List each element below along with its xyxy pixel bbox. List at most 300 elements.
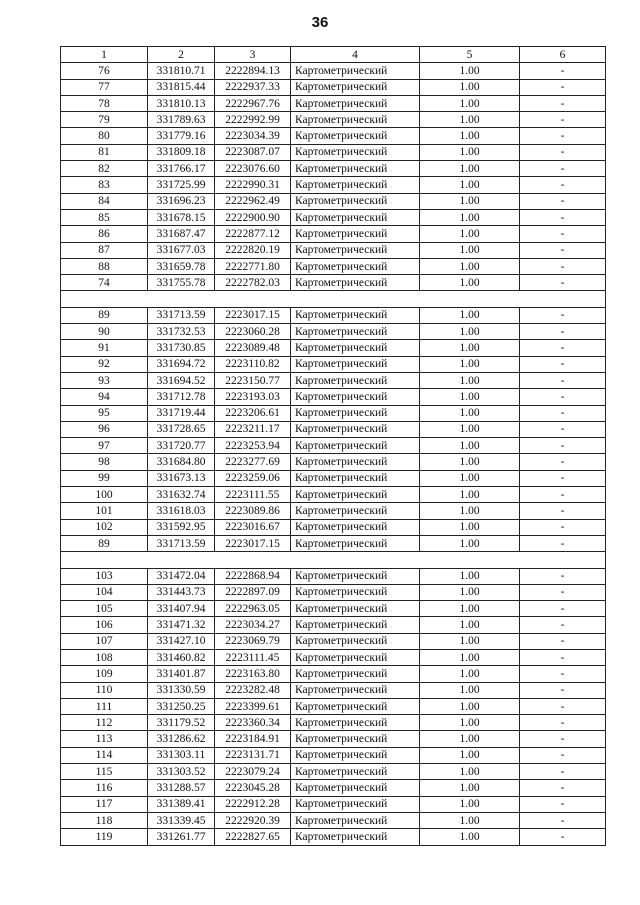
accuracy-cell: 1.00 xyxy=(420,796,520,812)
table-row xyxy=(61,340,606,356)
table-row xyxy=(61,405,606,421)
point-number-cell: 109 xyxy=(61,666,148,682)
accuracy-cell: 1.00 xyxy=(420,568,520,584)
x-coordinate-cell: 331250.25 xyxy=(148,698,215,714)
description-cell: - xyxy=(520,780,606,796)
x-coordinate-cell: 331389.41 xyxy=(148,796,215,812)
table-row xyxy=(61,584,606,600)
description-cell: - xyxy=(520,568,606,584)
method-cell: Картометрический xyxy=(291,421,420,437)
description-cell: - xyxy=(520,682,606,698)
method-cell: Картометрический xyxy=(291,535,420,551)
accuracy-cell: 1.00 xyxy=(420,161,520,177)
method-cell: Картометрический xyxy=(291,617,420,633)
x-coordinate-cell: 331303.11 xyxy=(148,747,215,763)
x-coordinate-cell: 331694.52 xyxy=(148,372,215,388)
accuracy-cell: 1.00 xyxy=(420,258,520,274)
x-coordinate-cell: 331696.23 xyxy=(148,193,215,209)
y-coordinate-cell: 2223111.55 xyxy=(215,487,291,503)
x-coordinate-cell: 331401.87 xyxy=(148,666,215,682)
accuracy-cell: 1.00 xyxy=(420,812,520,828)
x-coordinate-cell: 331179.52 xyxy=(148,715,215,731)
description-cell: - xyxy=(520,112,606,128)
x-coordinate-cell: 331766.17 xyxy=(148,161,215,177)
y-coordinate-cell: 2222771.80 xyxy=(215,258,291,274)
accuracy-cell: 1.00 xyxy=(420,715,520,731)
x-coordinate-cell: 331815.44 xyxy=(148,79,215,95)
method-cell: Картометрический xyxy=(291,144,420,160)
description-cell: - xyxy=(520,340,606,356)
point-number-cell: 96 xyxy=(61,421,148,437)
method-cell: Картометрический xyxy=(291,698,420,714)
accuracy-cell: 1.00 xyxy=(420,764,520,780)
method-cell: Картометрический xyxy=(291,258,420,274)
method-cell: Картометрический xyxy=(291,764,420,780)
y-coordinate-cell: 2223253.94 xyxy=(215,438,291,454)
description-cell: - xyxy=(520,226,606,242)
accuracy-cell: 1.00 xyxy=(420,535,520,551)
y-coordinate-cell: 2222820.19 xyxy=(215,242,291,258)
point-number-cell: 107 xyxy=(61,633,148,649)
description-cell: - xyxy=(520,519,606,535)
point-number-cell: 104 xyxy=(61,584,148,600)
description-cell: - xyxy=(520,405,606,421)
accuracy-cell: 1.00 xyxy=(420,128,520,144)
x-coordinate-cell: 331779.16 xyxy=(148,128,215,144)
table-row xyxy=(61,79,606,95)
description-cell: - xyxy=(520,161,606,177)
table-row xyxy=(61,470,606,486)
method-cell: Картометрический xyxy=(291,829,420,845)
x-coordinate-cell: 331810.71 xyxy=(148,63,215,79)
description-cell: - xyxy=(520,128,606,144)
description-cell: - xyxy=(520,633,606,649)
method-cell: Картометрический xyxy=(291,666,420,682)
accuracy-cell: 1.00 xyxy=(420,63,520,79)
point-number-cell: 81 xyxy=(61,144,148,160)
y-coordinate-cell: 2222963.05 xyxy=(215,601,291,617)
y-coordinate-cell: 2223069.79 xyxy=(215,633,291,649)
description-cell: - xyxy=(520,79,606,95)
header-cell-6: 6 xyxy=(520,47,606,63)
table-row xyxy=(61,617,606,633)
point-number-cell: 114 xyxy=(61,747,148,763)
accuracy-cell: 1.00 xyxy=(420,503,520,519)
method-cell: Картометрический xyxy=(291,226,420,242)
method-cell: Картометрический xyxy=(291,568,420,584)
method-cell: Картометрический xyxy=(291,242,420,258)
accuracy-cell: 1.00 xyxy=(420,470,520,486)
point-number-cell: 94 xyxy=(61,389,148,405)
accuracy-cell: 1.00 xyxy=(420,193,520,209)
x-coordinate-cell: 331694.72 xyxy=(148,356,215,372)
accuracy-cell: 1.00 xyxy=(420,601,520,617)
x-coordinate-cell: 331460.82 xyxy=(148,649,215,665)
table-row xyxy=(61,568,606,584)
method-cell: Картометрический xyxy=(291,649,420,665)
point-number-cell: 97 xyxy=(61,438,148,454)
y-coordinate-cell: 2222967.76 xyxy=(215,95,291,111)
point-number-cell: 113 xyxy=(61,731,148,747)
point-number-cell: 80 xyxy=(61,128,148,144)
description-cell: - xyxy=(520,389,606,405)
y-coordinate-cell: 2223211.17 xyxy=(215,421,291,437)
accuracy-cell: 1.00 xyxy=(420,307,520,323)
point-number-cell: 85 xyxy=(61,209,148,225)
point-number-cell: 117 xyxy=(61,796,148,812)
y-coordinate-cell: 2222827.65 xyxy=(215,829,291,845)
description-cell: - xyxy=(520,503,606,519)
x-coordinate-cell: 331728.65 xyxy=(148,421,215,437)
point-number-cell: 112 xyxy=(61,715,148,731)
table-row xyxy=(61,193,606,209)
description-cell: - xyxy=(520,275,606,291)
table-row xyxy=(61,275,606,291)
table-row xyxy=(61,519,606,535)
y-coordinate-cell: 2223089.48 xyxy=(215,340,291,356)
table-row xyxy=(61,487,606,503)
method-cell: Картометрический xyxy=(291,356,420,372)
point-number-cell: 111 xyxy=(61,698,148,714)
accuracy-cell: 1.00 xyxy=(420,226,520,242)
header-cell-5: 5 xyxy=(420,47,520,63)
point-number-cell: 116 xyxy=(61,780,148,796)
accuracy-cell: 1.00 xyxy=(420,79,520,95)
x-coordinate-cell: 331730.85 xyxy=(148,340,215,356)
point-number-cell: 108 xyxy=(61,649,148,665)
point-number-cell: 74 xyxy=(61,275,148,291)
accuracy-cell: 1.00 xyxy=(420,454,520,470)
y-coordinate-cell: 2223110.82 xyxy=(215,356,291,372)
table-row xyxy=(61,112,606,128)
point-number-cell: 84 xyxy=(61,193,148,209)
table-row xyxy=(61,307,606,323)
x-coordinate-cell: 331427.10 xyxy=(148,633,215,649)
accuracy-cell: 1.00 xyxy=(420,356,520,372)
description-cell: - xyxy=(520,438,606,454)
method-cell: Картометрический xyxy=(291,389,420,405)
accuracy-cell: 1.00 xyxy=(420,829,520,845)
description-cell: - xyxy=(520,258,606,274)
method-cell: Картометрический xyxy=(291,487,420,503)
y-coordinate-cell: 2222877.12 xyxy=(215,226,291,242)
accuracy-cell: 1.00 xyxy=(420,698,520,714)
y-coordinate-cell: 2223150.77 xyxy=(215,372,291,388)
x-coordinate-cell: 331286.62 xyxy=(148,731,215,747)
table-row xyxy=(61,242,606,258)
method-cell: Картометрический xyxy=(291,177,420,193)
table-row xyxy=(61,601,606,617)
table-row xyxy=(61,633,606,649)
y-coordinate-cell: 2223017.15 xyxy=(215,307,291,323)
table-row xyxy=(61,177,606,193)
x-coordinate-cell: 331809.18 xyxy=(148,144,215,160)
separator-cell xyxy=(61,291,606,307)
description-cell: - xyxy=(520,470,606,486)
x-coordinate-cell: 331810.13 xyxy=(148,95,215,111)
x-coordinate-cell: 331303.52 xyxy=(148,764,215,780)
method-cell: Картометрический xyxy=(291,161,420,177)
table-row xyxy=(61,747,606,763)
x-coordinate-cell: 331789.63 xyxy=(148,112,215,128)
y-coordinate-cell: 2222912.28 xyxy=(215,796,291,812)
description-cell: - xyxy=(520,144,606,160)
table-row xyxy=(61,324,606,340)
description-cell: - xyxy=(520,372,606,388)
y-coordinate-cell: 2222990.31 xyxy=(215,177,291,193)
x-coordinate-cell: 331261.77 xyxy=(148,829,215,845)
description-cell: - xyxy=(520,242,606,258)
method-cell: Картометрический xyxy=(291,275,420,291)
table-row xyxy=(61,95,606,111)
table-row xyxy=(61,438,606,454)
description-cell: - xyxy=(520,649,606,665)
x-coordinate-cell: 331288.57 xyxy=(148,780,215,796)
method-cell: Картометрический xyxy=(291,682,420,698)
point-number-cell: 100 xyxy=(61,487,148,503)
y-coordinate-cell: 2223087.07 xyxy=(215,144,291,160)
x-coordinate-cell: 331725.99 xyxy=(148,177,215,193)
y-coordinate-cell: 2223017.15 xyxy=(215,535,291,551)
table-row xyxy=(61,812,606,828)
point-number-cell: 95 xyxy=(61,405,148,421)
table-row xyxy=(61,389,606,405)
description-cell: - xyxy=(520,535,606,551)
y-coordinate-cell: 2223131.71 xyxy=(215,747,291,763)
y-coordinate-cell: 2222894.13 xyxy=(215,63,291,79)
y-coordinate-cell: 2223045.28 xyxy=(215,780,291,796)
method-cell: Картометрический xyxy=(291,372,420,388)
description-cell: - xyxy=(520,715,606,731)
point-number-cell: 79 xyxy=(61,112,148,128)
table-row xyxy=(61,356,606,372)
description-cell: - xyxy=(520,63,606,79)
x-coordinate-cell: 331755.78 xyxy=(148,275,215,291)
description-cell: - xyxy=(520,307,606,323)
point-number-cell: 99 xyxy=(61,470,148,486)
method-cell: Картометрический xyxy=(291,79,420,95)
x-coordinate-cell: 331339.45 xyxy=(148,812,215,828)
description-cell: - xyxy=(520,731,606,747)
y-coordinate-cell: 2223206.61 xyxy=(215,405,291,421)
separator-row xyxy=(61,291,606,307)
x-coordinate-cell: 331720.77 xyxy=(148,438,215,454)
method-cell: Картометрический xyxy=(291,470,420,486)
description-cell: - xyxy=(520,177,606,193)
method-cell: Картометрический xyxy=(291,324,420,340)
x-coordinate-cell: 331673.13 xyxy=(148,470,215,486)
accuracy-cell: 1.00 xyxy=(420,209,520,225)
method-cell: Картометрический xyxy=(291,584,420,600)
point-number-cell: 115 xyxy=(61,764,148,780)
point-number-cell: 91 xyxy=(61,340,148,356)
point-number-cell: 101 xyxy=(61,503,148,519)
y-coordinate-cell: 2222897.09 xyxy=(215,584,291,600)
y-coordinate-cell: 2223360.34 xyxy=(215,715,291,731)
y-coordinate-cell: 2223193.03 xyxy=(215,389,291,405)
method-cell: Картометрический xyxy=(291,128,420,144)
table-row xyxy=(61,666,606,682)
point-number-cell: 82 xyxy=(61,161,148,177)
point-number-cell: 76 xyxy=(61,63,148,79)
y-coordinate-cell: 2223111.45 xyxy=(215,649,291,665)
point-number-cell: 119 xyxy=(61,829,148,845)
method-cell: Картометрический xyxy=(291,503,420,519)
accuracy-cell: 1.00 xyxy=(420,340,520,356)
x-coordinate-cell: 331407.94 xyxy=(148,601,215,617)
method-cell: Картометрический xyxy=(291,731,420,747)
point-number-cell: 88 xyxy=(61,258,148,274)
header-cell-4: 4 xyxy=(291,47,420,63)
method-cell: Картометрический xyxy=(291,307,420,323)
description-cell: - xyxy=(520,812,606,828)
coordinates-table xyxy=(60,46,606,846)
accuracy-cell: 1.00 xyxy=(420,275,520,291)
header-cell-2: 2 xyxy=(148,47,215,63)
y-coordinate-cell: 2223076.60 xyxy=(215,161,291,177)
x-coordinate-cell: 331719.44 xyxy=(148,405,215,421)
table-row xyxy=(61,421,606,437)
accuracy-cell: 1.00 xyxy=(420,519,520,535)
table-row xyxy=(61,535,606,551)
x-coordinate-cell: 331330.59 xyxy=(148,682,215,698)
description-cell: - xyxy=(520,829,606,845)
accuracy-cell: 1.00 xyxy=(420,242,520,258)
point-number-cell: 93 xyxy=(61,372,148,388)
table-row xyxy=(61,731,606,747)
description-cell: - xyxy=(520,747,606,763)
point-number-cell: 98 xyxy=(61,454,148,470)
accuracy-cell: 1.00 xyxy=(420,421,520,437)
table-row xyxy=(61,372,606,388)
description-cell: - xyxy=(520,601,606,617)
description-cell: - xyxy=(520,95,606,111)
method-cell: Картометрический xyxy=(291,633,420,649)
accuracy-cell: 1.00 xyxy=(420,617,520,633)
description-cell: - xyxy=(520,584,606,600)
description-cell: - xyxy=(520,487,606,503)
table-row xyxy=(61,63,606,79)
point-number-cell: 105 xyxy=(61,601,148,617)
accuracy-cell: 1.00 xyxy=(420,487,520,503)
accuracy-cell: 1.00 xyxy=(420,682,520,698)
method-cell: Картометрический xyxy=(291,780,420,796)
point-number-cell: 87 xyxy=(61,242,148,258)
description-cell: - xyxy=(520,209,606,225)
x-coordinate-cell: 331687.47 xyxy=(148,226,215,242)
y-coordinate-cell: 2222937.33 xyxy=(215,79,291,95)
x-coordinate-cell: 331472.04 xyxy=(148,568,215,584)
accuracy-cell: 1.00 xyxy=(420,144,520,160)
x-coordinate-cell: 331632.74 xyxy=(148,487,215,503)
method-cell: Картометрический xyxy=(291,796,420,812)
accuracy-cell: 1.00 xyxy=(420,731,520,747)
y-coordinate-cell: 2222992.99 xyxy=(215,112,291,128)
point-number-cell: 89 xyxy=(61,307,148,323)
point-number-cell: 110 xyxy=(61,682,148,698)
separator-cell xyxy=(61,552,606,568)
accuracy-cell: 1.00 xyxy=(420,372,520,388)
table-row xyxy=(61,780,606,796)
table-row xyxy=(61,764,606,780)
x-coordinate-cell: 331677.03 xyxy=(148,242,215,258)
header-cell-3: 3 xyxy=(215,47,291,63)
y-coordinate-cell: 2222920.39 xyxy=(215,812,291,828)
x-coordinate-cell: 331471.32 xyxy=(148,617,215,633)
description-cell: - xyxy=(520,193,606,209)
x-coordinate-cell: 331592.95 xyxy=(148,519,215,535)
accuracy-cell: 1.00 xyxy=(420,666,520,682)
description-cell: - xyxy=(520,796,606,812)
description-cell: - xyxy=(520,356,606,372)
table-row xyxy=(61,682,606,698)
table-row xyxy=(61,128,606,144)
x-coordinate-cell: 331713.59 xyxy=(148,307,215,323)
y-coordinate-cell: 2223259.06 xyxy=(215,470,291,486)
x-coordinate-cell: 331732.53 xyxy=(148,324,215,340)
y-coordinate-cell: 2223282.48 xyxy=(215,682,291,698)
method-cell: Картометрический xyxy=(291,95,420,111)
method-cell: Картометрический xyxy=(291,112,420,128)
y-coordinate-cell: 2222782.03 xyxy=(215,275,291,291)
table-row xyxy=(61,796,606,812)
accuracy-cell: 1.00 xyxy=(420,780,520,796)
y-coordinate-cell: 2223184.91 xyxy=(215,731,291,747)
table-row xyxy=(61,144,606,160)
header-cell-1: 1 xyxy=(61,47,148,63)
page-number: 36 xyxy=(311,14,329,31)
table-row xyxy=(61,226,606,242)
description-cell: - xyxy=(520,764,606,780)
point-number-cell: 90 xyxy=(61,324,148,340)
method-cell: Картометрический xyxy=(291,747,420,763)
accuracy-cell: 1.00 xyxy=(420,324,520,340)
y-coordinate-cell: 2223034.27 xyxy=(215,617,291,633)
table-row xyxy=(61,829,606,845)
method-cell: Картометрический xyxy=(291,812,420,828)
description-cell: - xyxy=(520,324,606,340)
method-cell: Картометрический xyxy=(291,715,420,731)
description-cell: - xyxy=(520,666,606,682)
point-number-cell: 103 xyxy=(61,568,148,584)
x-coordinate-cell: 331712.78 xyxy=(148,389,215,405)
accuracy-cell: 1.00 xyxy=(420,438,520,454)
y-coordinate-cell: 2223277.69 xyxy=(215,454,291,470)
point-number-cell: 89 xyxy=(61,535,148,551)
y-coordinate-cell: 2223034.39 xyxy=(215,128,291,144)
point-number-cell: 86 xyxy=(61,226,148,242)
table-row xyxy=(61,209,606,225)
point-number-cell: 106 xyxy=(61,617,148,633)
point-number-cell: 92 xyxy=(61,356,148,372)
method-cell: Картометрический xyxy=(291,601,420,617)
method-cell: Картометрический xyxy=(291,193,420,209)
accuracy-cell: 1.00 xyxy=(420,747,520,763)
point-number-cell: 102 xyxy=(61,519,148,535)
y-coordinate-cell: 2223079.24 xyxy=(215,764,291,780)
point-number-cell: 77 xyxy=(61,79,148,95)
accuracy-cell: 1.00 xyxy=(420,633,520,649)
table-row xyxy=(61,715,606,731)
description-cell: - xyxy=(520,454,606,470)
x-coordinate-cell: 331618.03 xyxy=(148,503,215,519)
x-coordinate-cell: 331713.59 xyxy=(148,535,215,551)
method-cell: Картометрический xyxy=(291,519,420,535)
y-coordinate-cell: 2223089.86 xyxy=(215,503,291,519)
method-cell: Картометрический xyxy=(291,63,420,79)
method-cell: Картометрический xyxy=(291,209,420,225)
x-coordinate-cell: 331443.73 xyxy=(148,584,215,600)
